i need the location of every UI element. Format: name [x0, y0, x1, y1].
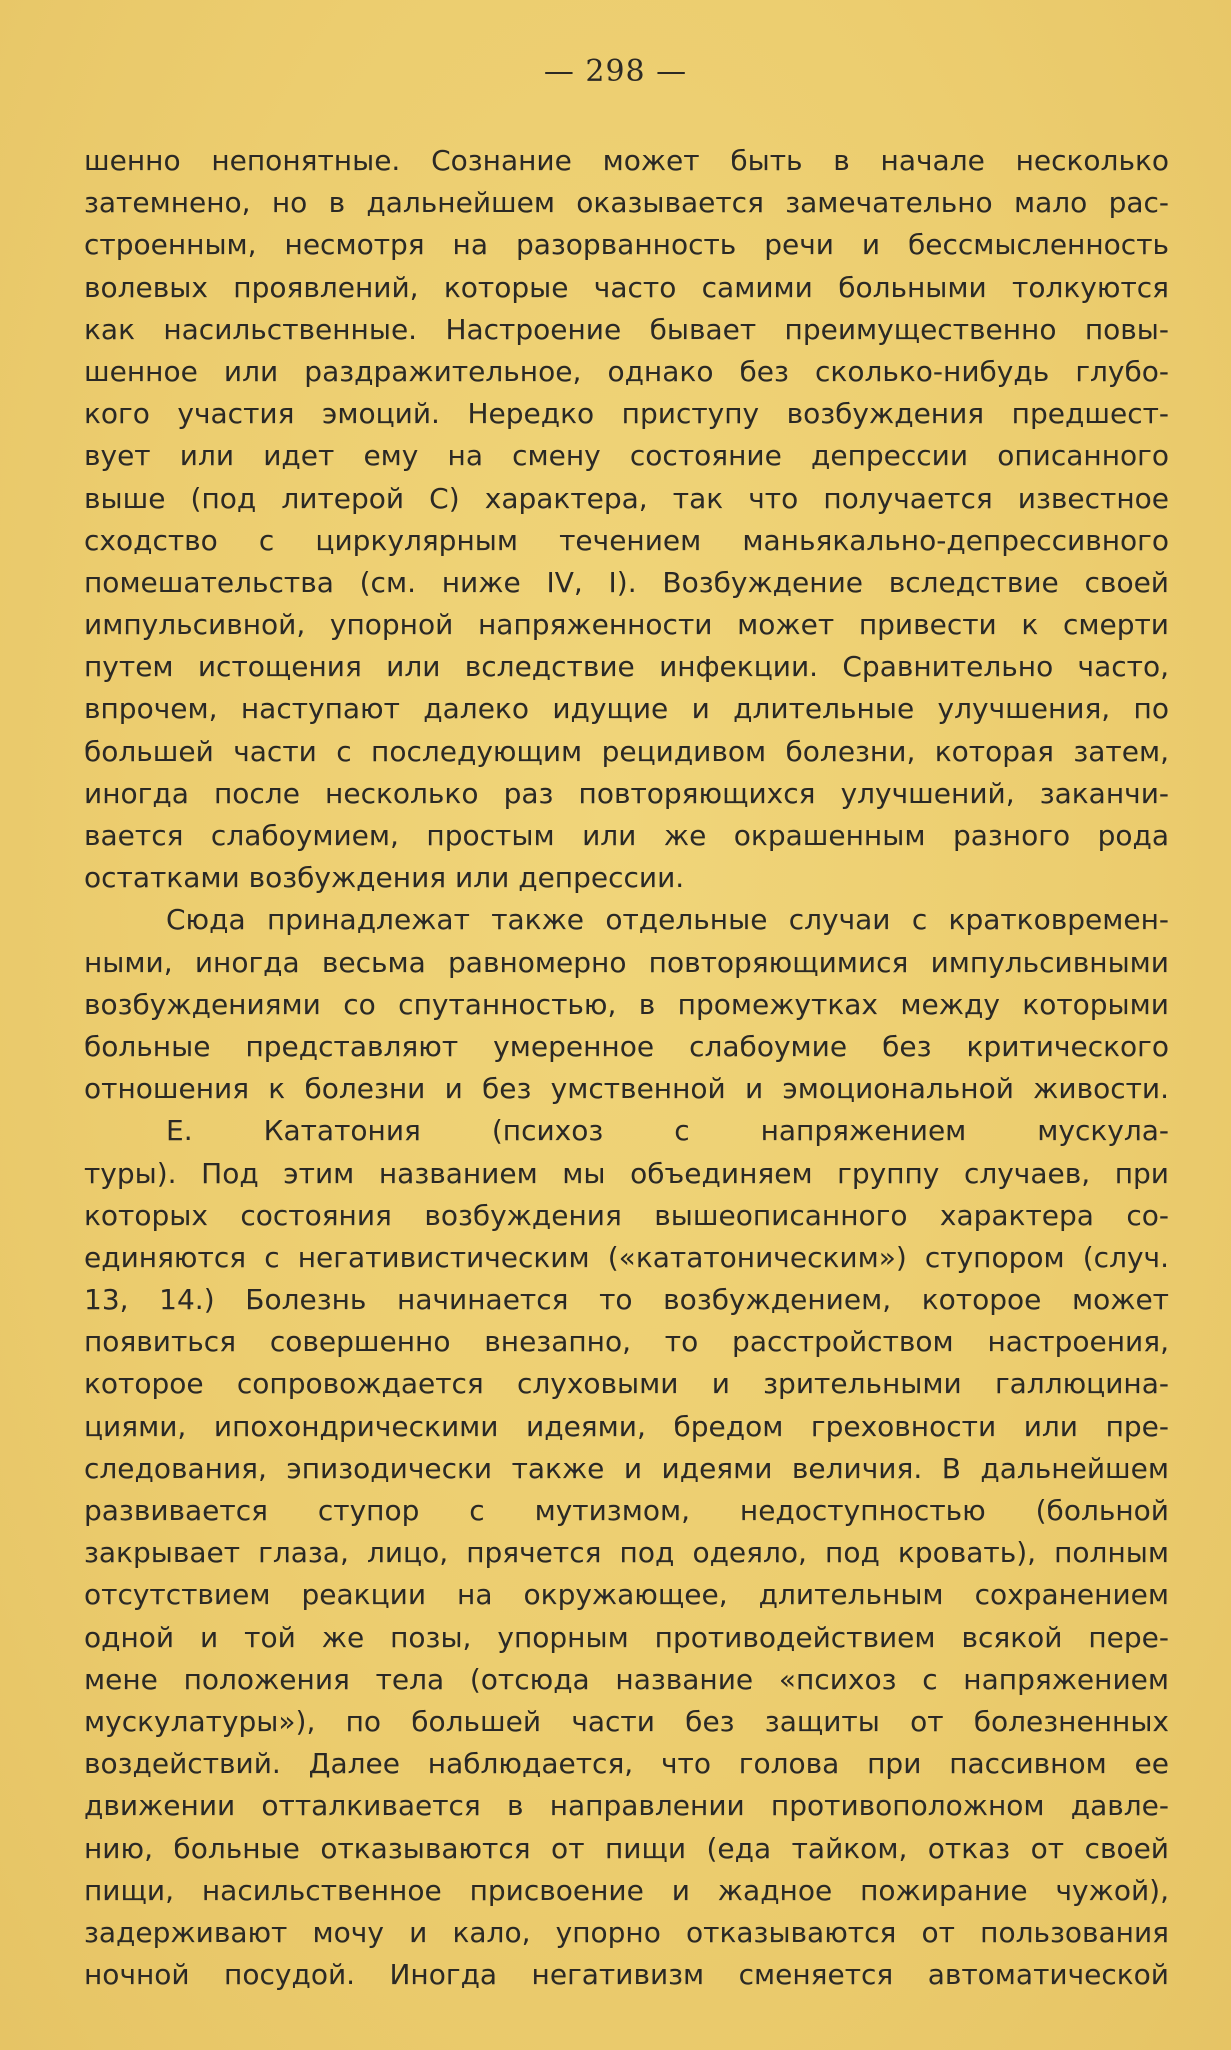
page-number: — 298 — [543, 54, 688, 89]
text-line: кого участия эмоций. Нередко приступу возбуждения предшест- [84, 397, 1169, 431]
text-line: которых состояния возбуждения вышеописанного характера со- [84, 1198, 1169, 1232]
text-line: которое сопровождается слуховыми и зрительными галлюцина- [84, 1367, 1169, 1401]
text-line: пищи, насильственное присвоение и жадное пожирание чужой), [84, 1873, 1169, 1907]
text-line: импульсивной, упорной напряженности может привести к смерти [84, 608, 1169, 642]
text-line: сходство с циркулярным течением маньякально-депрессивного [84, 523, 1169, 557]
text-line: волевых проявлений, которые часто самими больными толкуются [84, 270, 1169, 304]
text-line: движении отталкивается в направлении противоположном давле- [84, 1789, 1169, 1823]
text-line: отношения к болезни и без умственной и эмоциональной живости. [84, 1072, 1169, 1106]
text-line: больные представляют умеренное слабоумие без критического [84, 1029, 1169, 1063]
text-line: закрывает глаза, лицо, прячется под одеяло, под кровать), полным [84, 1536, 1169, 1570]
text-line: выше (под литерой С) характера, так что получается известное [84, 481, 1169, 515]
text-line: впрочем, наступают далеко идущие и длительные улучшения, по [84, 692, 1169, 726]
text-line: циями, ипохондрическими идеями, бредом греховности или пре- [84, 1409, 1169, 1443]
text-line: задерживают мочу и кало, упорно отказываются от пользования [84, 1915, 1169, 1949]
text-line: строенным, несмотря на разорванность речи и бессмысленность [84, 228, 1169, 262]
body-text [84, 140, 1169, 1996]
text-line: шенное или раздражительное, однако без сколько-нибудь глубо- [84, 354, 1169, 388]
text-line: остатками возбуждения или депрессии. [84, 861, 685, 895]
text-line: одной и той же позы, упорным противодействием всякой пере- [84, 1620, 1169, 1654]
text-line: мускулатуры»), по большей части без защиты от болезненных [84, 1704, 1169, 1738]
text-line: туры). Под этим названием мы объединяем группу случаев, при [84, 1156, 1169, 1190]
text-line: 13, 14.) Болезнь начинается то возбуждением, которое может [84, 1283, 1169, 1317]
text-line: нию, больные отказываются от пищи (еда тайком, отказ от своей [84, 1831, 1169, 1865]
text-line: затемнено, но в дальнейшем оказывается замечательно мало рас- [84, 186, 1169, 220]
text-line: возбуждениями со спутанностью, в промежутках между которыми [84, 987, 1169, 1021]
text-line: воздействий. Далее наблюдается, что голова при пассивном ее [84, 1747, 1169, 1781]
text-line: единяются с негативистическим («кататоническим») ступором (случ. [84, 1240, 1169, 1274]
text-line: вует или идет ему на смену состояние депрессии описанного [84, 439, 1169, 473]
text-line: ными, иногда весьма равномерно повторяющимися импульсивными [84, 945, 1169, 979]
text-line: Сюда принадлежат также отдельные случаи с кратковремен- [166, 903, 1169, 937]
text-line: путем истощения или вследствие инфекции. Сравнительно часто, [84, 650, 1169, 684]
text-line: развивается ступор с мутизмом, недоступностью (больной [84, 1494, 1169, 1527]
text-line: большей части с последующим рецидивом болезни, которая затем, [84, 734, 1169, 768]
text-line: отсутствием реакции на окружающее, длительным сохранением [84, 1578, 1169, 1612]
text-line: шенно непонятные. Сознание может быть в начале несколько [84, 144, 1169, 177]
text-line: помешательства (см. ниже IV, I). Возбуждение вследствие своей [84, 565, 1169, 599]
text-line: мене положения тела (отсюда название «психоз с напряжением [84, 1662, 1169, 1696]
section-heading-line: Е. Кататония (психоз с напряжением мускула- [166, 1114, 1169, 1148]
text-line: как насильственные. Настроение бывает преимущественно повы- [84, 312, 1169, 346]
text-line: ночной посудой. Иногда негативизм сменяется автоматической [84, 1958, 1169, 1992]
text-line: иногда после несколько раз повторяющихся улучшений, заканчи- [84, 776, 1169, 810]
text-line: появиться совершенно внезапно, то расстройством настроения, [84, 1325, 1169, 1359]
text-line: вается слабоумием, простым или же окрашенным разного рода [84, 819, 1169, 852]
text-line: следования, эпизодически также и идеями величия. В дальнейшем [84, 1451, 1169, 1485]
